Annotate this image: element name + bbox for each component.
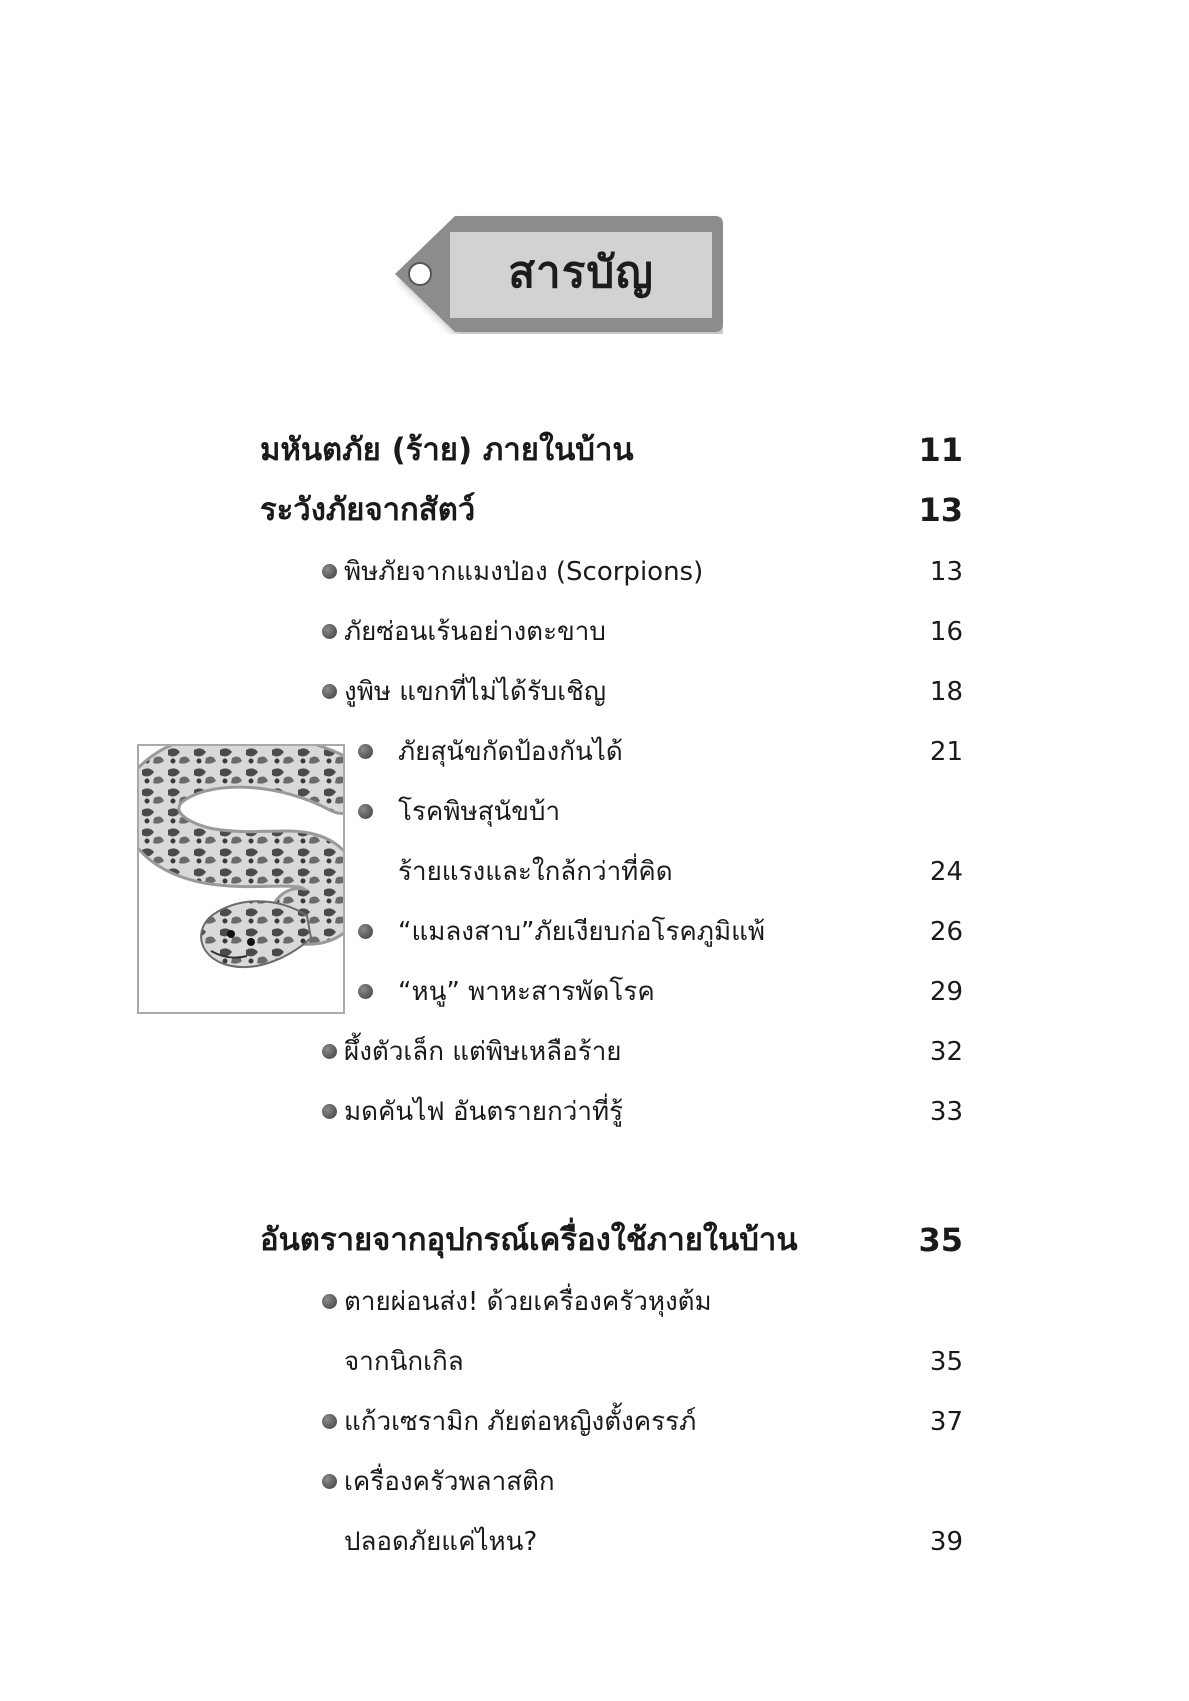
toc-page-number: 39 bbox=[929, 1527, 963, 1557]
toc-item-title: งูพิษ แขกที่ไม่ได้รับเชิญ bbox=[344, 677, 606, 707]
toc-item-continuation[interactable] bbox=[0, 1512, 1189, 1572]
bullet-icon bbox=[322, 1414, 337, 1429]
toc-page-number: 33 bbox=[929, 1097, 963, 1127]
toc-subitem-continuation[interactable] bbox=[0, 842, 1189, 902]
toc-subitem-row[interactable] bbox=[0, 902, 1189, 962]
toc-item-row[interactable] bbox=[0, 1452, 1189, 1512]
toc-page-number: 32 bbox=[929, 1037, 963, 1067]
toc-item-title: ปลอดภัยแค่ไหน? bbox=[344, 1527, 538, 1557]
toc-subitem-title: “หนู” พาหะสารพัดโรค bbox=[398, 977, 655, 1007]
bullet-icon bbox=[322, 624, 337, 639]
toc-subitem-row[interactable] bbox=[0, 782, 1189, 842]
toc-heading-title: อันตรายจากอุปกรณ์เครื่องใช้ภายในบ้าน bbox=[260, 1222, 798, 1258]
toc-item-row[interactable] bbox=[0, 1022, 1189, 1082]
bullet-icon bbox=[322, 1294, 337, 1309]
toc-heading-title: ระวังภัยจากสัตว์ bbox=[260, 492, 476, 528]
toc-item-title: ตายผ่อนส่ง! ด้วยเครื่องครัวหุงต้ม bbox=[344, 1287, 712, 1317]
toc-item-title: ภัยซ่อนเร้นอย่างตะขาบ bbox=[344, 617, 606, 647]
toc-subitem-row[interactable] bbox=[0, 722, 1189, 782]
toc-item-title: ผึ้งตัวเล็ก แต่พิษเหลือร้าย bbox=[344, 1037, 622, 1067]
toc-page-number: 35 bbox=[929, 1347, 963, 1377]
bullet-icon bbox=[358, 744, 373, 759]
toc-item-row[interactable] bbox=[0, 1082, 1189, 1142]
toc-item-row[interactable] bbox=[0, 1392, 1189, 1452]
toc-page-number: 13 bbox=[918, 491, 963, 529]
bullet-icon bbox=[322, 1044, 337, 1059]
toc-item-title: พิษภัยจากแมงป่อง (Scorpions) bbox=[344, 557, 704, 587]
toc-page-number: 18 bbox=[929, 677, 963, 707]
bullet-icon bbox=[322, 684, 337, 699]
toc-subitem-title: “แมลงสาบ”ภัยเงียบก่อโรคภูมิแพ้ bbox=[398, 917, 765, 947]
bullet-icon bbox=[322, 1104, 337, 1119]
toc-page-number: 24 bbox=[929, 857, 963, 887]
bullet-icon bbox=[358, 924, 373, 939]
toc-page-number: 16 bbox=[929, 617, 963, 647]
toc-item-row[interactable] bbox=[0, 602, 1189, 662]
toc-subitem-title: ร้ายแรงและใกล้กว่าที่คิด bbox=[398, 857, 673, 887]
toc-page-number: 13 bbox=[929, 557, 963, 587]
page-title: สารบัญ bbox=[508, 247, 654, 298]
toc-page-number: 11 bbox=[918, 431, 963, 469]
toc-item-title: มดคันไฟ อันตรายกว่าที่รู้ bbox=[344, 1097, 624, 1127]
toc-heading-title: มหันตภัย (ร้าย) ภายในบ้าน bbox=[260, 432, 634, 468]
toc-page-number: 21 bbox=[929, 737, 963, 767]
toc-page-number: 26 bbox=[929, 917, 963, 947]
toc-subitem-title: โรคพิษสุนัขบ้า bbox=[398, 797, 561, 827]
toc-item-title: จากนิกเกิล bbox=[344, 1347, 464, 1377]
bullet-icon bbox=[322, 564, 337, 579]
toc-item-row[interactable] bbox=[0, 662, 1189, 722]
toc-item-continuation[interactable] bbox=[0, 1332, 1189, 1392]
toc-page-number: 37 bbox=[929, 1407, 963, 1437]
toc-item-title: เครื่องครัวพลาสติก bbox=[344, 1467, 555, 1497]
toc-heading-row[interactable] bbox=[0, 480, 1189, 540]
toc-subitem-title: ภัยสุนัขกัดป้องกันได้ bbox=[398, 737, 623, 767]
toc-heading-row[interactable] bbox=[0, 1210, 1189, 1270]
toc-item-title: แก้วเซรามิก ภัยต่อหญิงตั้งครรภ์ bbox=[344, 1407, 697, 1437]
bullet-icon bbox=[358, 804, 373, 819]
toc-item-row[interactable] bbox=[0, 1272, 1189, 1332]
toc-subitem-row[interactable] bbox=[0, 962, 1189, 1022]
toc-page-number: 29 bbox=[929, 977, 963, 1007]
bullet-icon bbox=[358, 984, 373, 999]
toc-item-row[interactable] bbox=[0, 542, 1189, 602]
toc-heading-row[interactable] bbox=[0, 420, 1189, 480]
bullet-icon bbox=[322, 1474, 337, 1489]
toc-page-number: 35 bbox=[918, 1221, 963, 1259]
